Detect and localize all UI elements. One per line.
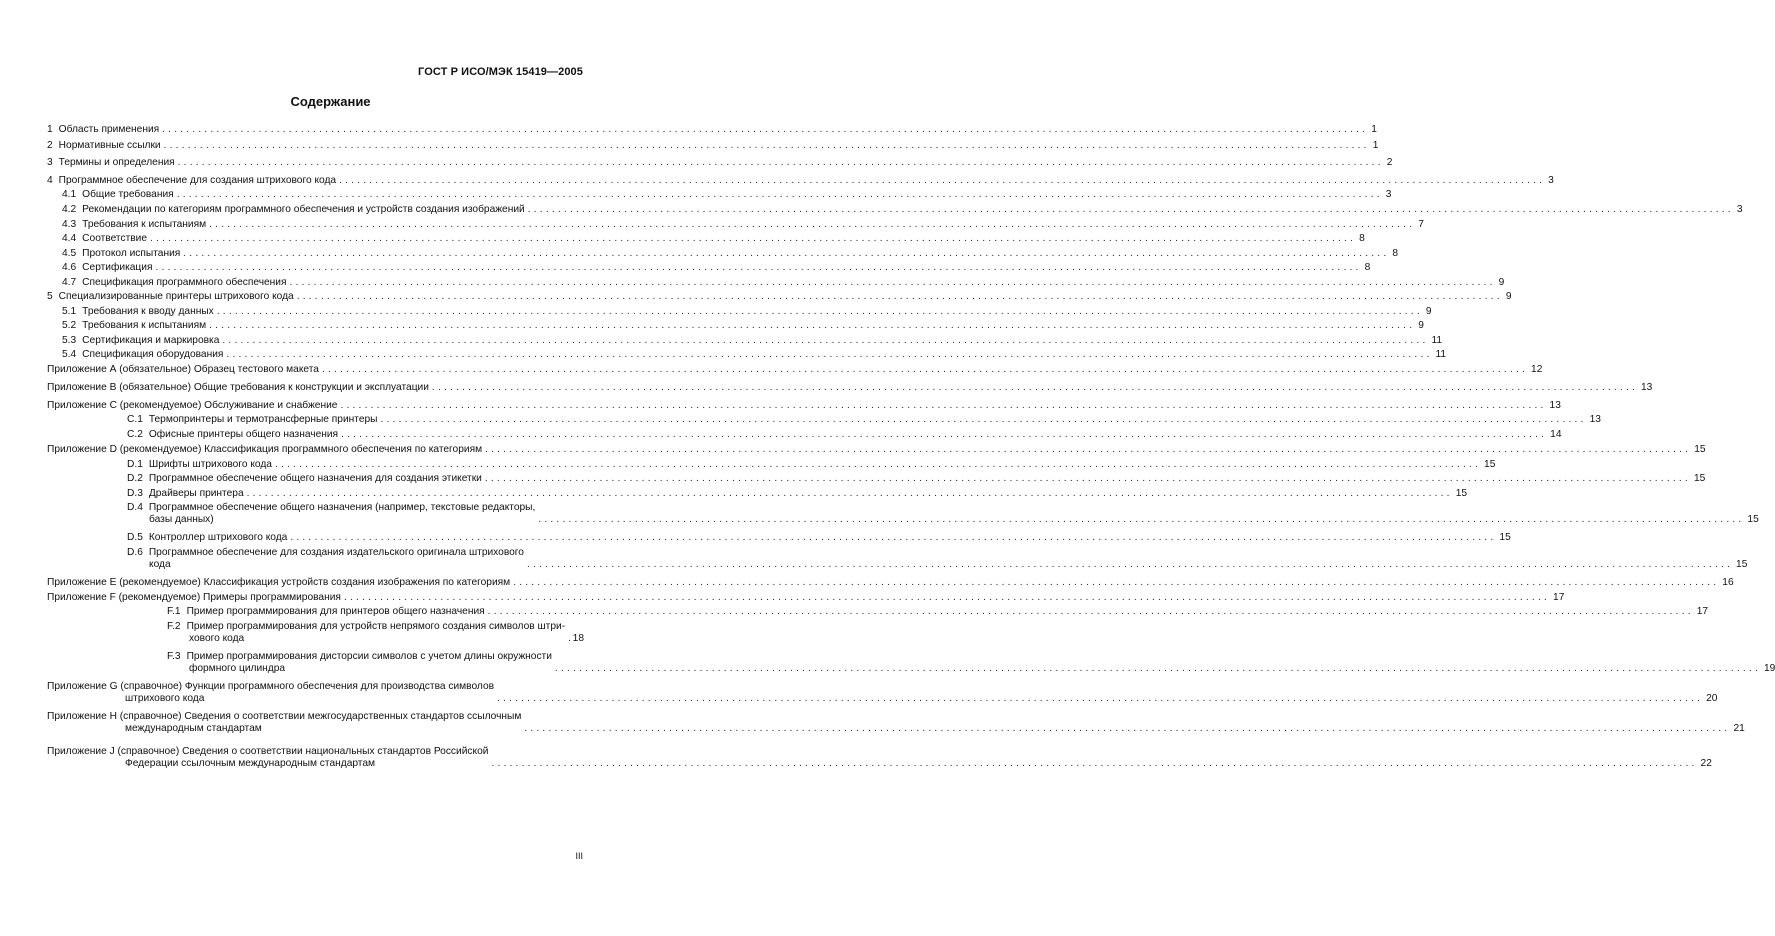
toc-entry-label — [127, 532, 287, 544]
toc-entry-label — [47, 746, 488, 770]
toc-entry-text: Программное обеспечение общего назначения (например, текстовые редакторы, — [148, 502, 536, 513]
toc-page-number: 11 — [1431, 335, 1443, 346]
toc-entry-number: D.6 — [127, 547, 143, 558]
toc-entry-label — [167, 651, 552, 675]
toc-page-number: 15 — [1455, 488, 1468, 499]
toc-leader-dots: ........................................................................................................................................................................................................ — [321, 364, 1529, 375]
toc-leader-dots: ........................................................................................................................................................................................................ — [340, 400, 1547, 411]
toc-leader-dots: ........................................................................................................................................................................................................ — [209, 320, 1416, 331]
toc-entry[interactable] — [62, 189, 1392, 201]
toc-entry-label — [127, 473, 482, 485]
toc-entry[interactable] — [62, 248, 1399, 260]
toc-entry-text-continued: Федерации ссылочным международным стандартам — [125, 758, 376, 769]
toc-page-number: 2 — [1386, 157, 1393, 168]
toc-leader-dots: ........................................................................................................................................................................................................ — [526, 559, 1734, 570]
toc-entry-text: Пример программирования для устройств непрямого создания символов штри- — [186, 621, 566, 632]
toc-leader-dots: ........................................................................................................................................................................................................ — [222, 335, 1429, 346]
toc-entry-text-continued: формного цилиндра — [189, 663, 286, 674]
toc-entry-number: F.2 — [167, 621, 181, 632]
toc-entry[interactable] — [127, 459, 1496, 471]
toc-entry[interactable] — [127, 532, 1511, 544]
toc-page-number: 9 — [1425, 306, 1432, 317]
toc-entry[interactable] — [167, 606, 1709, 618]
toc-entry-text: Термопринтеры и термотрансферные принтеры — [148, 414, 378, 425]
toc-page-number: 8 — [1392, 248, 1399, 259]
page-title: Содержание — [290, 94, 371, 109]
toc-leader-dots: ........................................................................................................................................................................................................ — [487, 606, 1694, 617]
toc-leader-dots: ........................................................................................................................................................................................................ — [431, 382, 1639, 393]
toc-page-number: 19 — [1764, 663, 1775, 674]
toc-leader-dots: ........................................................................................................................................................................................................ — [341, 429, 1548, 440]
toc-entry-text: Приложение С (рекомендуемое) Обслуживание и снабжение — [47, 400, 338, 411]
toc-entry-label — [62, 320, 206, 332]
toc-entry[interactable] — [62, 277, 1505, 289]
toc-entry-text: Драйверы принтера — [148, 488, 244, 499]
toc-entry-number: 5.2 — [62, 320, 77, 331]
toc-entry-text: Сертификация и маркировка — [82, 335, 220, 346]
toc-leader-dots: ........................................................................................................................................................................................................ — [216, 306, 1423, 317]
toc-entry-label — [127, 414, 377, 426]
toc-entry[interactable] — [47, 291, 1512, 303]
toc-entry-text: Общие требования — [82, 189, 174, 200]
toc-leader-dots: ........................................................................................................................................................................................................ — [485, 444, 1692, 455]
toc-entry[interactable] — [47, 400, 1561, 412]
toc-page-number: 13 — [1549, 400, 1561, 411]
toc-entry-label — [62, 306, 214, 318]
toc-entry-number: 5.4 — [62, 349, 77, 360]
toc-entry[interactable] — [127, 488, 1468, 500]
toc-entry[interactable] — [47, 444, 1706, 456]
toc-entry-text: Соответствие — [82, 233, 148, 244]
toc-page-number: 8 — [1364, 262, 1371, 273]
toc-entry[interactable] — [47, 140, 1379, 152]
toc-leader-dots: ........................................................................................................................................................................................................ — [150, 233, 1357, 244]
toc-entry-text-continued: базы данных) — [149, 514, 214, 525]
toc-page-number: 3 — [1385, 189, 1392, 200]
toc-entry-text: Пример программирования дисторсии символов с учетом длины окружности — [186, 651, 552, 662]
toc-entry-label — [47, 382, 429, 394]
toc-entry-text-continued: штрихового кода — [125, 693, 205, 704]
toc-page-number: 9 — [1418, 320, 1424, 331]
toc-leader-dots: ........................................................................................................................................................................................................ — [155, 262, 1362, 273]
toc-leader-dots: ........................................................................................................................................................................................................ — [226, 349, 1433, 360]
toc-entry-text: Приложение Н (справочное) Сведения о соответствии межгосударственных стандартов ссылочным — [47, 711, 522, 722]
toc-entry-text-continued: кода — [149, 559, 171, 570]
toc-entry-label — [47, 592, 341, 604]
toc-entry-text: Нормативные ссылки — [58, 140, 161, 151]
toc-entry-label — [127, 488, 244, 500]
toc-leader-dots: ........................................................................................................................................................................................................ — [524, 723, 1731, 734]
toc-entry[interactable] — [62, 335, 1443, 347]
toc-entry-number: C.2 — [127, 429, 143, 440]
toc-entry-label — [127, 429, 338, 441]
toc-entry-text: Программное обеспечение для создания штрихового кода — [58, 175, 337, 186]
toc-entry-label — [47, 444, 482, 456]
toc-entry-label — [62, 189, 174, 201]
toc-entry-text: Офисные принтеры общего назначения — [148, 429, 339, 440]
toc-entry-text: Рекомендации по категориям программного обеспечения и устройств создания изображений — [82, 204, 525, 215]
toc-entry-label — [62, 277, 287, 289]
toc-page-number: 8 — [1359, 233, 1365, 244]
toc-entry-text-continued: международным стандартам — [125, 723, 262, 734]
toc-page-number: 21 — [1733, 723, 1745, 734]
toc-entry-number: 5.1 — [62, 306, 77, 317]
toc-entry-text: Термины и определения — [58, 157, 175, 168]
toc-entry-label — [167, 606, 485, 618]
toc-entry-number: 4.4 — [62, 233, 77, 244]
toc-entry[interactable] — [167, 651, 1775, 675]
toc-page-number: 15 — [1484, 459, 1496, 470]
toc-entry-label — [47, 577, 510, 589]
toc-entry-label — [47, 681, 494, 705]
toc-leader-dots: ........................................................................................................................................................................................................ — [380, 414, 1587, 425]
toc-leader-dots: ........................................................................................................................................................................................................ — [290, 532, 1497, 543]
toc-entry-text: Специализированные принтеры штрихового кода — [58, 291, 294, 302]
toc-entry-number: F.1 — [167, 606, 181, 617]
toc-entry-number: D.5 — [127, 532, 143, 543]
toc-entry-number: 5 — [47, 291, 53, 302]
toc-entry-label — [62, 349, 223, 361]
toc-entry-number: 4.2 — [62, 204, 77, 215]
toc-leader-dots: ........................................................................................................................................................................................................ — [554, 663, 1761, 674]
toc-leader-dots: ........................................................................................................................................................................................................ — [343, 592, 1551, 603]
toc-leader-dots: ........................................................................................................................................................................................................ — [296, 291, 1503, 302]
toc-entry-text: Приложение J (справочное) Сведения о соответствии национальных стандартов Российской — [47, 746, 489, 757]
toc-entry-text: Протокол испытания — [82, 248, 181, 259]
toc-leader-dots: ........................................................................................................................................................................................................ — [246, 488, 1453, 499]
toc-entry-text: Приложение G (справочное) Функции программного обеспечения для производства символов — [47, 681, 495, 692]
toc-page-number: 15 — [1736, 559, 1748, 570]
toc-page-number: 14 — [1550, 429, 1562, 440]
toc-entry[interactable] — [47, 157, 1393, 169]
toc-entry-number: 3 — [47, 157, 53, 168]
toc-entry-label — [47, 711, 521, 735]
toc-entry-text: Требования к испытаниям — [82, 320, 207, 331]
toc-entry-number: D.3 — [127, 488, 143, 499]
page-number: III — [575, 851, 583, 861]
toc-entry-label — [167, 621, 565, 645]
toc-leader-dots: ........................................................................................................................................................................................................ — [177, 157, 1384, 168]
toc-entry[interactable] — [62, 219, 1424, 231]
toc-page-number: 13 — [1641, 382, 1653, 393]
toc-entry-label — [47, 364, 319, 376]
toc-entry[interactable] — [62, 349, 1447, 361]
toc-entry[interactable] — [62, 204, 1743, 216]
toc-entry[interactable] — [127, 414, 1601, 426]
toc-entry-label — [62, 204, 525, 216]
toc-entry-label — [47, 157, 175, 169]
toc-page-number: 15 — [1747, 514, 1759, 525]
toc-leader-dots: ........................................................................................................................................................................................................ — [209, 219, 1416, 230]
toc-leader-dots: ........................................................................................................................................................................................................ — [162, 124, 1369, 135]
toc-entry-label — [62, 248, 180, 260]
toc-entry-text: Приложение D (рекомендуемое) Классификация программного обеспечения по категориям — [47, 444, 483, 455]
toc-entry-number: 1 — [47, 124, 53, 135]
toc-entry[interactable] — [127, 473, 1706, 485]
toc-entry-text: Шрифты штрихового кода — [148, 459, 272, 470]
toc-entry-number: 4.3 — [62, 219, 77, 230]
toc-entry-label — [62, 233, 147, 245]
toc-page-number: 12 — [1531, 364, 1543, 375]
toc-page-number: 17 — [1696, 606, 1709, 617]
toc-entry-number: D.1 — [127, 459, 143, 470]
toc-leader-dots: ........................................................................................................................................................................................................ — [183, 248, 1390, 259]
toc-page-number: 18 — [572, 633, 584, 644]
toc-entry-text: Спецификация оборудования — [82, 349, 224, 360]
toc-entry-number: 5.3 — [62, 335, 77, 346]
toc-leader-dots: ........................................................................................................................................................................................................ — [513, 577, 1720, 588]
toc-leader-dots: ........................................................................................................................................................................................................ — [339, 175, 1546, 186]
toc-leader-dots: ........................................................................................................................................................................................................ — [274, 459, 1482, 470]
toc-entry-label — [62, 262, 152, 274]
toc-page-number: 15 — [1693, 473, 1706, 484]
toc-entry[interactable] — [47, 382, 1653, 394]
toc-entry-number: 2 — [47, 140, 53, 151]
toc-page-number: 9 — [1505, 291, 1512, 302]
toc-leader-dots: ........................................................................................................................................................................................................ — [491, 758, 1698, 769]
toc-leader-dots — [568, 633, 570, 645]
toc-entry-number: D.4 — [127, 502, 143, 513]
toc-entry-text: Программное обеспечение общего назначения для создания этикетки — [148, 473, 482, 484]
toc-entry-label — [127, 502, 535, 526]
toc-entry[interactable] — [62, 306, 1432, 318]
toc-entry[interactable] — [47, 124, 1377, 136]
toc-entry-number: D.2 — [127, 473, 143, 484]
toc-entry-number: 4.7 — [62, 277, 77, 288]
toc-leader-dots: ........................................................................................................................................................................................................ — [163, 140, 1370, 151]
toc-entry-text: Программное обеспечение для создания издательского оригинала штрихового — [148, 547, 524, 558]
toc-entry-text: Приложение В (обязательное) Общие требования к конструкции и эксплуатации — [47, 382, 429, 393]
toc-entry[interactable] — [47, 681, 1718, 705]
toc-entry[interactable] — [127, 502, 1759, 526]
toc-page-number: 3 — [1548, 175, 1554, 186]
toc-entry-label — [47, 140, 161, 152]
toc-entry[interactable] — [47, 711, 1745, 735]
toc-page-number: 9 — [1498, 277, 1505, 288]
toc-entry-number: 4.1 — [62, 189, 77, 200]
toc-entry-number: F.3 — [167, 651, 181, 662]
toc-page-number: 7 — [1418, 219, 1424, 230]
toc-entry-label — [47, 175, 336, 187]
toc-entry-text: Область применения — [58, 124, 160, 135]
toc-entry[interactable] — [167, 621, 584, 645]
toc-page-number: 20 — [1706, 693, 1718, 704]
toc-entry-label — [127, 547, 524, 571]
toc-entry[interactable] — [47, 577, 1734, 589]
toc-entry-text: Требования к испытаниям — [82, 219, 207, 230]
toc-entry-number: 4.5 — [62, 248, 77, 259]
toc-entry-label — [62, 335, 219, 347]
toc-page-number: 15 — [1499, 532, 1511, 543]
toc-page-number: 1 — [1371, 124, 1377, 135]
toc-entry-label — [47, 291, 294, 303]
toc-entry-text: Приложение Е (рекомендуемое) Классификация устройств создания изображения по категориям — [47, 577, 511, 588]
toc-entry[interactable] — [47, 175, 1554, 187]
toc-entry[interactable] — [127, 429, 1562, 441]
toc-entry[interactable] — [47, 592, 1565, 604]
toc-page-number: 16 — [1722, 577, 1734, 588]
toc-page-number: 11 — [1435, 349, 1447, 360]
toc-entry-label — [47, 124, 159, 136]
toc-entry-text: Требования к вводу данных — [82, 306, 214, 317]
toc-entry[interactable] — [62, 233, 1365, 245]
toc-entry-label — [62, 219, 206, 231]
toc-page-number: 1 — [1372, 140, 1379, 151]
toc-entry-label — [127, 459, 272, 471]
toc-leader-dots: ........................................................................................................................................................................................................ — [538, 514, 1745, 525]
toc-leader-dots: ........................................................................................................................................................................................................ — [176, 189, 1383, 200]
toc-entry-text: Сертификация — [82, 262, 153, 273]
toc-entry-text: Спецификация программного обеспечения — [82, 277, 287, 288]
toc-entry[interactable] — [127, 547, 1748, 571]
toc-leader-dots: ........................................................................................................................................................................................................ — [497, 693, 1704, 704]
document-code: ГОСТ Р ИСО/МЭК 15419—2005 — [418, 66, 583, 78]
toc-entry-text: Приложение F (рекомендуемое) Примеры программирования — [47, 592, 341, 603]
toc-entry-number: C.1 — [127, 414, 143, 425]
toc-entry-text: Пример программирования для принтеров общего назначения — [186, 606, 485, 617]
toc-leader-dots: ........................................................................................................................................................................................................ — [527, 204, 1734, 215]
toc-entry-text: Контроллер штрихового кода — [148, 532, 288, 543]
toc-entry-label — [47, 400, 337, 412]
toc-entry-text-continued: хового кода — [189, 633, 245, 644]
toc-leader-dots: ........................................................................................................................................................................................................ — [484, 473, 1691, 484]
toc-page-number: 13 — [1589, 414, 1601, 425]
toc-page-number: 22 — [1700, 758, 1712, 769]
toc-entry[interactable] — [62, 320, 1424, 332]
toc-entry[interactable] — [62, 262, 1371, 274]
toc-page-number: 15 — [1694, 444, 1706, 455]
toc-entry-number: 4 — [47, 175, 53, 186]
toc-page-number: 17 — [1553, 592, 1565, 603]
toc-leader-dots: ........................................................................................................................................................................................................ — [289, 277, 1496, 288]
toc-entry-number: 4.6 — [62, 262, 77, 273]
toc-entry[interactable] — [47, 364, 1543, 376]
toc-page-number: 3 — [1736, 204, 1743, 215]
toc-entry[interactable] — [47, 746, 1712, 770]
toc-entry-text: Приложение А (обязательное) Образец тестового макета — [47, 364, 319, 375]
